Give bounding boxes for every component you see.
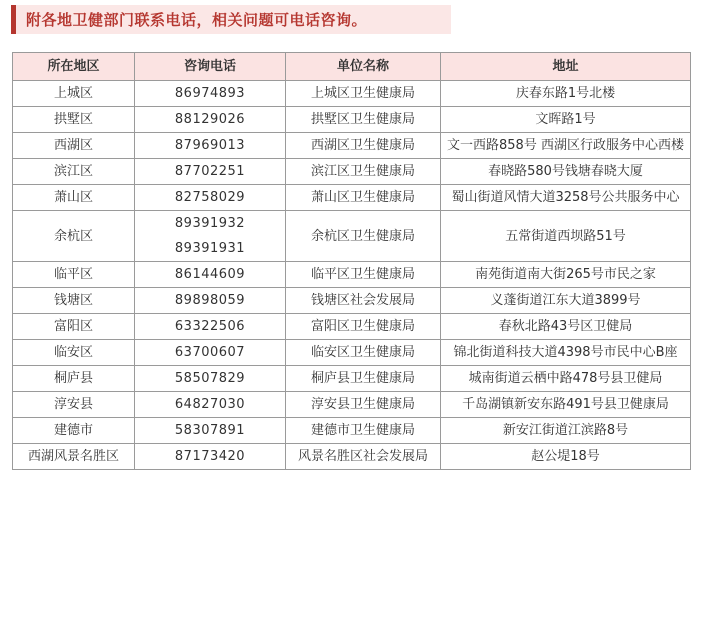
cell-region: 滨江区 — [13, 159, 135, 185]
cell-unit: 滨江区卫生健康局 — [286, 159, 441, 185]
cell-phone — [135, 107, 286, 133]
table-row — [13, 133, 691, 159]
phone-number: 63700607 — [174, 345, 246, 360]
phone-number: 63322506 — [174, 319, 246, 334]
phone-number: 64827030 — [174, 397, 246, 412]
header-phone: 咨询电话 — [135, 53, 286, 81]
cell-address: 城南街道云栖中路478号县卫健局 — [441, 366, 691, 392]
cell-address: 新安江街道江滨路8号 — [441, 418, 691, 444]
table-row — [13, 262, 691, 288]
cell-unit: 临安区卫生健康局 — [286, 340, 441, 366]
phone-number: 86144609 — [174, 267, 246, 282]
phone-number: 89391932 — [174, 216, 246, 231]
cell-unit: 萧山区卫生健康局 — [286, 185, 441, 211]
cell-unit: 西湖区卫生健康局 — [286, 133, 441, 159]
cell-region: 萧山区 — [13, 185, 135, 211]
table-row — [13, 444, 691, 470]
cell-phone — [135, 314, 286, 340]
cell-unit: 富阳区卫生健康局 — [286, 314, 441, 340]
cell-region: 临平区 — [13, 262, 135, 288]
cell-unit: 钱塘区社会发展局 — [286, 288, 441, 314]
table-header-row — [13, 53, 691, 81]
cell-phone — [135, 185, 286, 211]
cell-region: 建德市 — [13, 418, 135, 444]
cell-address: 义蓬街道江东大道3899号 — [441, 288, 691, 314]
cell-unit: 风景名胜区社会发展局 — [286, 444, 441, 470]
phone-number: 89391931 — [174, 241, 246, 256]
cell-region: 富阳区 — [13, 314, 135, 340]
cell-unit: 上城区卫生健康局 — [286, 81, 441, 107]
section-title: 附各地卫健部门联系电话，相关问题可电话咨询。 — [26, 11, 368, 29]
cell-address: 蜀山街道风情大道3258号公共服务中心 — [441, 185, 691, 211]
table-row — [13, 418, 691, 444]
cell-phone — [135, 340, 286, 366]
cell-phone — [135, 366, 286, 392]
table-row — [13, 366, 691, 392]
cell-phone — [135, 262, 286, 288]
table-row — [13, 314, 691, 340]
cell-unit: 桐庐县卫生健康局 — [286, 366, 441, 392]
cell-phone — [135, 159, 286, 185]
table-row — [13, 211, 691, 262]
contacts-table — [12, 52, 691, 470]
cell-address: 春晓路580号钱塘春晓大厦 — [441, 159, 691, 185]
table-row — [13, 107, 691, 133]
cell-phone — [135, 444, 286, 470]
header-address: 地址 — [441, 53, 691, 81]
cell-region: 西湖风景名胜区 — [13, 444, 135, 470]
cell-region: 桐庐县 — [13, 366, 135, 392]
section-title-bar — [11, 5, 451, 34]
table-row — [13, 185, 691, 211]
cell-region: 临安区 — [13, 340, 135, 366]
cell-unit: 淳安县卫生健康局 — [286, 392, 441, 418]
cell-region: 余杭区 — [13, 211, 135, 262]
cell-unit: 拱墅区卫生健康局 — [286, 107, 441, 133]
cell-address: 文晖路1号 — [441, 107, 691, 133]
table-row — [13, 288, 691, 314]
table-row — [13, 81, 691, 107]
cell-phone — [135, 392, 286, 418]
phone-number: 58307891 — [174, 423, 246, 438]
cell-address: 千岛湖镇新安东路491号县卫健康局 — [441, 392, 691, 418]
cell-address: 锦北街道科技大道4398号市民中心B座 — [441, 340, 691, 366]
table-row — [13, 392, 691, 418]
cell-phone — [135, 133, 286, 159]
cell-unit: 建德市卫生健康局 — [286, 418, 441, 444]
cell-region: 钱塘区 — [13, 288, 135, 314]
cell-region: 淳安县 — [13, 392, 135, 418]
table-row — [13, 340, 691, 366]
header-unit: 单位名称 — [286, 53, 441, 81]
cell-phone — [135, 81, 286, 107]
phone-number: 87969013 — [174, 138, 246, 153]
cell-address: 五常街道西坝路51号 — [441, 211, 691, 262]
cell-address: 赵公堤18号 — [441, 444, 691, 470]
cell-phone — [135, 211, 286, 262]
phone-number: 89898059 — [174, 293, 246, 308]
phone-number: 87173420 — [174, 449, 246, 464]
cell-address: 庆春东路1号北楼 — [441, 81, 691, 107]
phone-number: 87702251 — [174, 164, 246, 179]
cell-phone — [135, 418, 286, 444]
phone-number: 82758029 — [174, 190, 246, 205]
cell-phone — [135, 288, 286, 314]
cell-address: 文一西路858号 西湖区行政服务中心西楼 — [441, 133, 691, 159]
cell-region: 拱墅区 — [13, 107, 135, 133]
cell-unit: 临平区卫生健康局 — [286, 262, 441, 288]
cell-region: 上城区 — [13, 81, 135, 107]
table-row — [13, 159, 691, 185]
phone-number: 86974893 — [174, 86, 246, 101]
cell-unit: 余杭区卫生健康局 — [286, 211, 441, 262]
cell-region: 西湖区 — [13, 133, 135, 159]
table-body — [13, 81, 691, 470]
cell-address: 春秋北路43号区卫健局 — [441, 314, 691, 340]
phone-number: 58507829 — [174, 371, 246, 386]
cell-address: 南苑街道南大街265号市民之家 — [441, 262, 691, 288]
phone-number: 88129026 — [174, 112, 246, 127]
header-region: 所在地区 — [13, 53, 135, 81]
